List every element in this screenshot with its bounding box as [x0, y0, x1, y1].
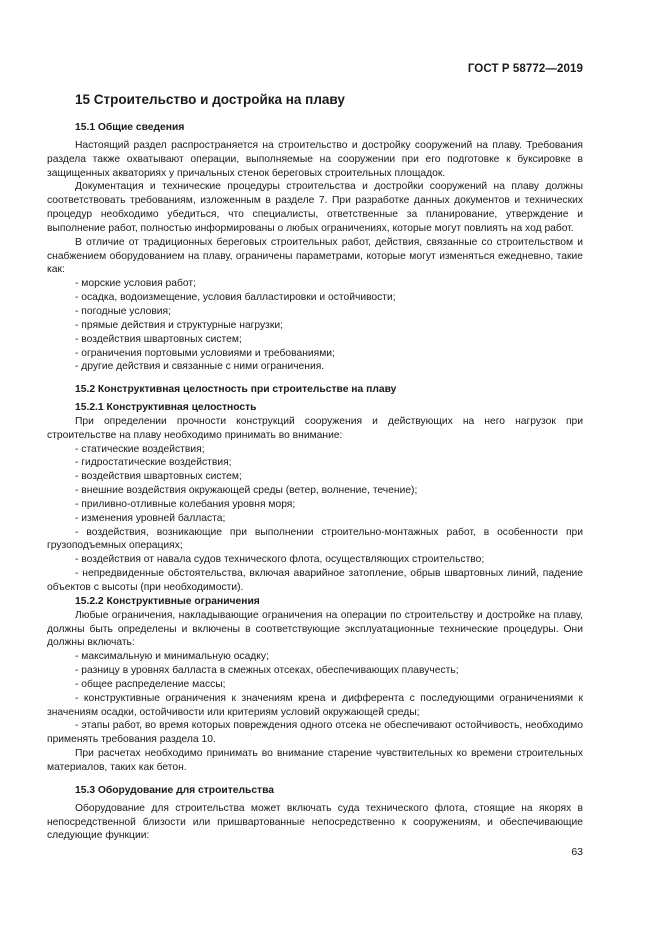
paragraph: При расчетах необходимо принимать во внимание старение чувствительных ко времени строительных материалов, таких как бетон.: [47, 748, 583, 773]
subsection-title-15-2: 15.2 Конструктивная целостность при строительстве на плаву: [75, 384, 397, 396]
list-item: - максимальную и минимальную осадку;: [75, 651, 269, 663]
list-item: - статические воздействия;: [75, 443, 205, 455]
list-item: - конструктивные ограничения к значениям крена и дифферента с последующими ограничениями к значениям осадки, остойчивости или критериям условий окружающей среды;: [47, 692, 583, 718]
list-item: - приливно-отливные колебания уровня моря;: [75, 498, 296, 510]
subsection-title-15-2-2: 15.2.2 Конструктивные ограничения: [75, 595, 260, 607]
subsection-title-15-3: 15.3 Оборудование для строительства: [75, 784, 275, 796]
document-code: ГОСТ Р 58772—2019: [467, 63, 583, 75]
list-15-2-2: [47, 650, 583, 747]
list-item: - ограничения портовыми условиями и требованиями;: [75, 347, 335, 359]
subsection-title-15-2-1: 15.2.1 Конструктивная целостность: [75, 402, 257, 414]
list-item: - погодные условия;: [75, 305, 171, 317]
paragraph: В отличие от традиционных береговых строительных работ, действия, связанные со строительством и снабжением оборудованием на плаву, ограничены параметрами, которые могут изменяться ежедневно, такие как:: [47, 236, 583, 276]
list-item: - непредвиденные обстоятельства, включая аварийное затопление, обрыв швартовных линий, падение объектов с высоты (при необходимости).: [47, 568, 583, 593]
list-item: - этапы работ, во время которых повреждения одного отсека не обеспечивают остойчивость, необходимо применять требования раздела 10.: [47, 720, 583, 746]
list-item: - другие действия и связанные с ними ограничения.: [75, 361, 325, 373]
list-item: - прямые действия и структурные нагрузки;: [75, 319, 284, 331]
list-item: - общее распределение массы;: [75, 678, 226, 690]
list-item: - внешние воздействия окружающей среды (ветер, волнение, течение);: [75, 485, 418, 497]
list-item: - осадка, водоизмещение, условия балластировки и остойчивости;: [75, 292, 396, 304]
list-item: - воздействия швартовных систем;: [75, 471, 242, 483]
page-content: [47, 91, 583, 843]
list-item: - воздействия швартовных систем;: [75, 333, 242, 345]
list-item: - разницу в уровнях балласта в смежных отсеках, обеспечивающих плавучесть;: [75, 665, 459, 677]
subsection-title-15-1: 15.1 Общие сведения: [75, 122, 185, 133]
list-item: - воздействия от навала судов технического флота, осуществляющих строительство;: [75, 554, 485, 566]
list-15-1: [47, 277, 583, 374]
list-item: - воздействия, возникающие при выполнении строительно-монтажных работ, в особенности при грузоподъемных операциях;: [47, 526, 583, 552]
paragraph: Любые ограничения, накладывающие ограничения на операции по строительству и достройке на плаву, должны быть определены и включены в соответствующие эксплуатационные технические процедуры. Они должны включать:: [47, 609, 583, 649]
list-15-2-1: [47, 443, 583, 595]
list-item: - морские условия работ;: [75, 278, 196, 290]
page-number: 63: [571, 846, 583, 858]
paragraph: Настоящий раздел распространяется на строительство и достройку сооружений на плаву. Требования раздела также охватывают операции, выполняемые на сооружении при его подготовке к буксировке в защищенных акваториях у причальных стенок береговых строительных площадок.: [47, 139, 583, 179]
list-item: - гидростатические воздействия;: [75, 457, 232, 469]
paragraph: Оборудование для строительства может включать суда технического флота, стоящие на якорях в непосредственной близости или пришвартованные непосредственно к сооружениям, и обеспечивающие следующие функции:: [47, 802, 583, 842]
paragraph: Документация и технические процедуры строительства и достройки сооружений на плаву должны соответствовать требованиям, изложенным в разделе 7. При разработке данных документов и технических процедур необходимо убедиться, что специалисты, ответственные за планирование, утверждение и выполнение работ, полностью информированы о любых ограничениях, которые могут повлиять на ход работ.: [47, 181, 583, 234]
list-item: - изменения уровней балласта;: [75, 512, 226, 524]
section-title: 15 Строительство и достройка на плаву: [75, 92, 345, 107]
paragraph: При определении прочности конструкций сооружения и действующих на него нагрузок при строительстве на плаву необходимо принимать во внимание:: [47, 415, 583, 441]
